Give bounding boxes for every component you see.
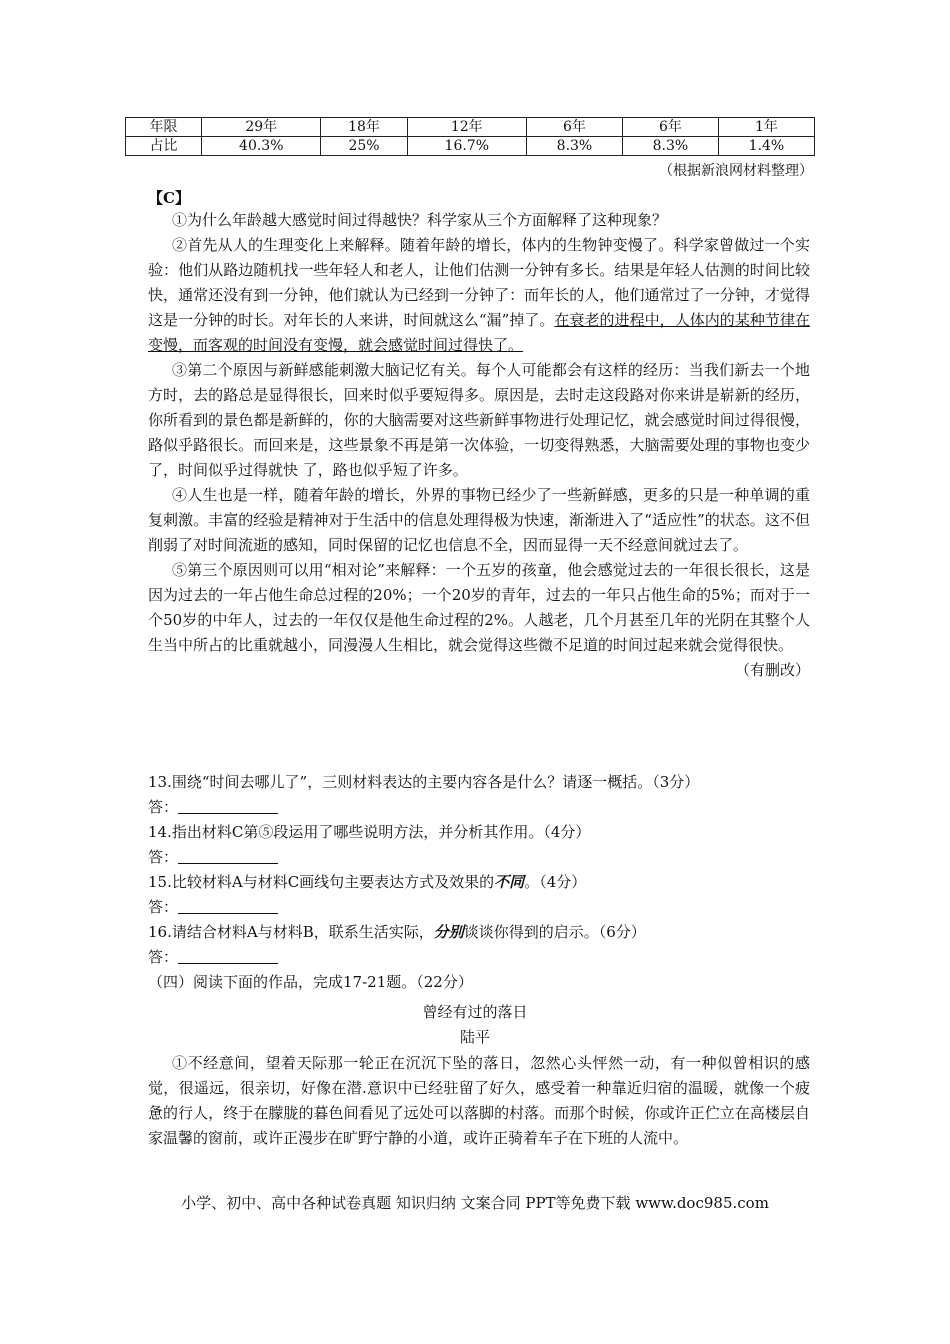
answer-15: [148, 895, 818, 920]
edited-note: （有删改）: [734, 661, 810, 679]
table-cell: 29年: [202, 118, 321, 137]
duration-share-table: [125, 117, 815, 156]
question-13: 13.围绕“时间去哪儿了”，三则材料表达的主要内容各是什么？请逐一概括。（3分）: [148, 773, 700, 791]
essay-title: 曾经有过的落日: [422, 1003, 528, 1021]
answer-blank[interactable]: [178, 847, 278, 864]
section-c-heading: 【C】: [148, 189, 190, 207]
table-cell: 12年: [407, 118, 526, 137]
question-16-rest: 谈谈你得到的启示。（6分）: [463, 923, 646, 941]
answer-label: 答：: [148, 848, 179, 866]
answer-blank[interactable]: [178, 797, 278, 814]
answer-13: [148, 795, 818, 820]
table-cell: 16.7%: [407, 137, 526, 156]
answer-label: 答：: [148, 898, 179, 916]
paragraph-1: ①为什么年龄越大感觉时间过得越快？科学家从三个方面解释了这种现象？: [172, 211, 668, 229]
paragraph-3: ③第二个原因与新鲜感能刺激大脑记忆有关。每个人可能都会有这样的经历：当我们新去一个地方时，去的路总是显得很长，回来时似乎要短得多。原因是，去时走这段路对你来讲是崭新的经历，你所看到的景色都是新鲜的，你的大脑需要对这些新鲜事物进行处理记忆，就会感觉时间过得很慢，路似乎路很长。而回来是，这些景象不再是第一次体验，一切变得熟悉，大脑需要处理的事物也变少了，时间似乎过得就快 了，路也似乎短了许多。: [148, 361, 810, 479]
question-15-score: 。（4分）: [524, 873, 587, 891]
question-16-emphasis: 分别: [433, 923, 464, 941]
table-cell: 1年: [718, 118, 814, 137]
table-cell: 1.4%: [718, 137, 814, 156]
paragraph-2: [148, 233, 810, 358]
question-16: [148, 920, 818, 945]
paragraph-2-text: ②首先从人的生理变化上来解释。随着年龄的增长，体内的生物钟变慢了。科学家曾做过一个实验：他们从路边随机找一些年轻人和老人，让他们估测一分钟有多长。结果是年轻人估测的时间比较快，通常还没有到一分钟，他们就认为已经到一分钟了：而年长的人，他们通常过了一分钟，才觉得这是一分钟的时长。对年长的人来讲，时间就这么“漏”掉了。: [148, 236, 810, 329]
table-cell: 8.3%: [526, 137, 622, 156]
table-row-label: 占比: [126, 137, 202, 156]
answer-blank[interactable]: [178, 897, 278, 914]
essay-author: 陆平: [459, 1028, 490, 1046]
question-14: 14.指出材料C第⑤段运用了哪些说明方法，并分析其作用。（4分）: [148, 823, 591, 841]
answer-14: [148, 845, 818, 870]
paragraph-4: ④人生也是一样，随着年龄的增长，外界的事物已经少了一些新鲜感，更多的只是一种单调的重复刺激。丰富的经验是精神对于生活中的信息处理得极为快速，渐渐进入了“适应性”的状态。这不但削弱了对时间流逝的感知，同时保留的记忆也信息不全，因而显得一天不经意间就过去了。: [148, 486, 810, 554]
source-note: （根据新浪网材料整理）: [659, 163, 813, 179]
table-row-shares: [126, 137, 815, 156]
essay-body: [148, 1051, 810, 1151]
material-c-body: [148, 208, 810, 683]
table-cell: 6年: [622, 118, 718, 137]
part-4-intro: （四）阅读下面的作品，完成17-21题。（22分）: [148, 973, 473, 991]
footer-note: 小学、初中、高中各种试卷真题 知识归纳 文案合同 PPT等免费下载 www.doc985.com: [181, 1194, 769, 1212]
paragraph-5: ⑤第三个原因则可以用“相对论”来解释：一个五岁的孩童，他会感觉过去的一年很长很长，这是因为过去的一年占他生命总过程的20%；一个20岁的青年，过去的一年只占他生命的5%；而对于一个50岁的中年人，过去的一年仅仅是他生命过程的2%。人越老，几个月甚至几年的光阴在其整个人生当中所占的比重就越小，同漫漫人生相比，就会觉得这些微不足道的时间过起来就会觉得很快。: [148, 561, 810, 654]
underlined-sentence: 在衰老的进程中，人体内的某种节律在变慢，而客观的时间没有变慢，就会感觉时间过得快了。: [148, 311, 810, 354]
question-16-text: 16.请结合材料A与材料B，联系生活实际，: [148, 923, 434, 941]
table-cell: 6年: [526, 118, 622, 137]
table-cell: 25%: [321, 137, 407, 156]
table-cell: 40.3%: [202, 137, 321, 156]
answer-label: 答：: [148, 798, 179, 816]
answer-blank[interactable]: [178, 947, 278, 964]
question-15-text: 15.比较材料A与材料C画线句主要表达方式及效果的: [148, 873, 495, 891]
table-cell: 8.3%: [622, 137, 718, 156]
essay-paragraph-1: ①不经意间，望着天际那一轮正在沉沉下坠的落日，忽然心头怦然一动，有一种似曾相识的感觉，很遥远，很亲切，好像在潜.意识中已经驻留了好久，感受着一种靠近归宿的温暖，就像一个疲惫的行人，终于在朦胧的暮色间看见了远处可以落脚的村落。而那个时候，你或许正伫立在高楼层自家温馨的窗前，或许正漫步在旷野宁静的小道，或许正骑着车子在下班的人流中。: [148, 1054, 810, 1147]
table-cell: 18年: [321, 118, 407, 137]
table-header-label: 年限: [126, 118, 202, 137]
answer-label: 答：: [148, 948, 179, 966]
question-15-emphasis: 不同: [494, 873, 525, 891]
questions-block: [148, 770, 818, 995]
answer-16: [148, 945, 818, 970]
question-15: [148, 870, 818, 895]
table-row-years: [126, 118, 815, 137]
